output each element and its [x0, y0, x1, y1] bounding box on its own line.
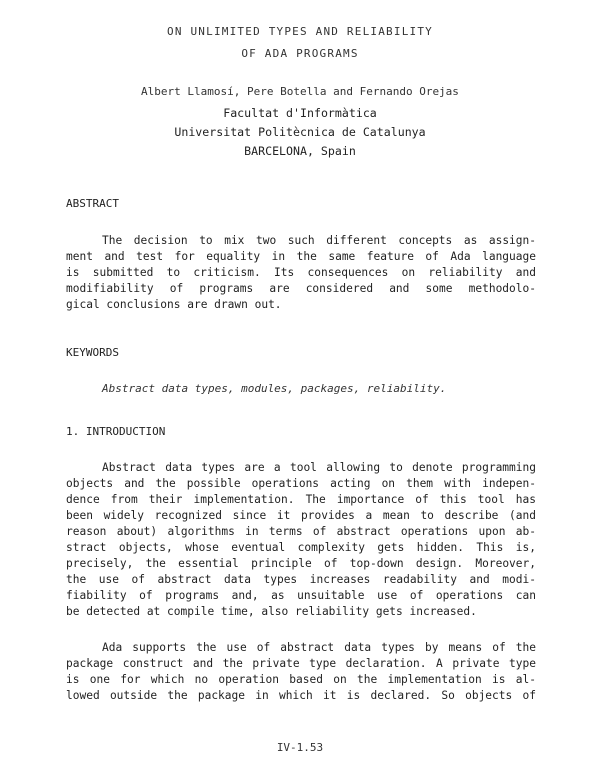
intro-paragraph1-line: reason about) algorithms in terms of abstract operations upon ab- — [66, 525, 536, 538]
intro-paragraph1-line: precisely, the essential principle of top-down design. Moreover, — [66, 557, 536, 570]
paper-title-line-1: ON UNLIMITED TYPES AND RELIABILITY — [167, 25, 433, 38]
affiliation-faculty: Facultat d'Informàtica — [223, 106, 377, 120]
intro-paragraph2-line: Ada supports the use of abstract data types by means of the — [102, 641, 536, 654]
intro-paragraph1-line: fiability of programs and, as unsuitable use of operations can — [66, 589, 536, 602]
abstract-line: gical conclusions are drawn out. — [66, 298, 282, 311]
intro-paragraph1-line: objects and the possible operations acting on them with indepen- — [66, 477, 536, 490]
intro-paragraph1-line: Abstract data types are a tool allowing to denote programming — [102, 461, 536, 474]
intro-paragraph1-line: been widely recognized since it provides a mean to describe (and — [66, 509, 536, 522]
abstract-line: The decision to mix two such different concepts as assign- — [102, 234, 536, 247]
keywords-heading: KEYWORDS — [66, 346, 119, 359]
abstract-line: modifiability of programs are considered and some methodolo- — [66, 282, 536, 295]
intro-paragraph1-line: be detected at compile time, also reliability gets increased. — [66, 605, 477, 618]
abstract-line: ment and test for equality in the same feature of Ada language — [66, 250, 536, 263]
abstract-heading: ABSTRACT — [66, 197, 119, 210]
intro-paragraph2-line: package construct and the private type declaration. A private type — [66, 657, 536, 670]
introduction-heading: 1. INTRODUCTION — [66, 425, 166, 438]
authors: Albert Llamosí, Pere Botella and Fernando Orejas — [141, 85, 459, 98]
page-number-footer: IV-1.53 — [276, 741, 324, 754]
affiliation-city: BARCELONA, Spain — [244, 144, 356, 158]
intro-paragraph2-line: lowed outside the package in which it is declared. So objects of — [66, 689, 536, 702]
paper-title-line-2: OF ADA PROGRAMS — [241, 47, 359, 60]
intro-paragraph1-line: the use of abstract data types increases readability and modi- — [66, 573, 536, 586]
intro-paragraph2-line: is one for which no operation based on the implementation is al- — [66, 673, 536, 686]
keywords-text: Abstract data types, modules, packages, reliability. — [102, 382, 447, 395]
affiliation-university: Universitat Politècnica de Catalunya — [174, 125, 426, 139]
intro-paragraph1-line: dence from their implementation. The importance of this tool has — [66, 493, 536, 506]
intro-paragraph1-line: stract objects, whose eventual complexity gets hidden. This is, — [66, 541, 536, 554]
abstract-line: is submitted to criticism. Its consequences on reliability and — [66, 266, 536, 279]
